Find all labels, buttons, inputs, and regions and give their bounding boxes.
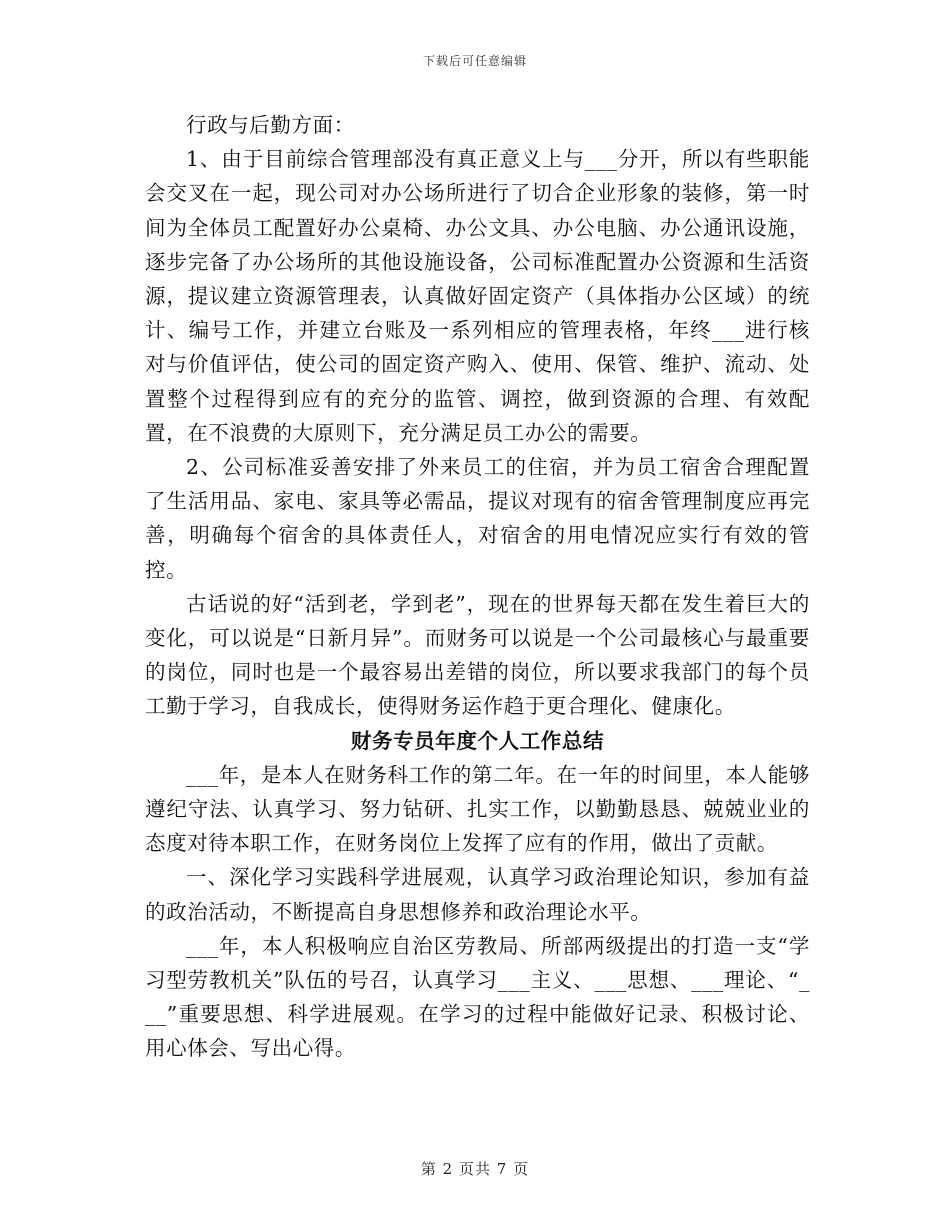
paragraph-admin-item-2: 2、公司标准妥善安排了外来员工的住宿，并为员工宿舍合理配置了生活用品、家电、家具等必需品，提议对现有的宿舍管理制度应再完善，明确每个宿舍的具体责任人，对宿舍的用电情况应实行有效的管控。 [145,455,810,582]
page-number: 第 2 页共 7 页 [420,1160,530,1178]
paragraph-admin-heading: 行政与后勤方面： [186,113,355,137]
paragraph-admin-item-1: 1、由于目前综合管理部没有真正意义上与___分开，所以有些职能会交叉在一起，现公司对办公场所进行了切合企业形象的装修，第一时间为全体员工配置好办公桌椅、办公文具、办公电脑、办公通讯设施，逐步完备了办公场所的其他设施设备，公司标准配置办公资源和生活资源，提议建立资源管理表，认真做好固定资产（具体指办公区域）的统计、编号工作，并建立台账及一系列相应的管理表格，年终___进行核对与价值评估，使公司的固定资产购入、使用、保管、维护、流动、处置整个过程得到应有的充分的监管、调控，做到资源的合理、有效配置，在不浪费的大原则下，充分满足员工办公的需要。 [145,147,810,445]
document-body [145,108,810,1066]
paragraph-summary-intro: ___年，是本人在财务科工作的第二年。在一年的时间里，本人能够遵纪守法、认真学习、努力钻研、扎实工作，以勤勤恳恳、兢兢业业的态度对待本职工作，在财务岗位上发挥了应有的作用，做出了贡献。 [145,762,810,856]
paragraph-summary-point-1: 一、深化学习实践科学进展观，认真学习政治理论知识，参加有益的政治活动，不断提高自身思想修养和政治理论水平。 [145,865,810,924]
page-header: 下载后可任意编辑 [422,54,527,68]
paragraph-learning: 古话说的好“活到老，学到老”，现在的世界每天都在发生着巨大的变化，可以说是“日新月异”。而财务可以说是一个公司最核心与最重要的岗位，同时也是一个最容易出差错的岗位，所以要求我部门的每个员工勤于学习，自我成长，使得财务运作趋于更合理化、健康化。 [145,591,810,719]
paragraph-summary-study: ___年，本人积极响应自治区劳教局、所部两级提出的打造一支“学习型劳教机关”队伍的号召，认真学习___主义、___思想、___理论、“___”重要思想、科学进展观。在学习的过程中能做好记录、积极讨论、用心体会、写出心得。 [145,933,810,1061]
section-title: 财务专员年度个人工作总结 [350,728,605,753]
